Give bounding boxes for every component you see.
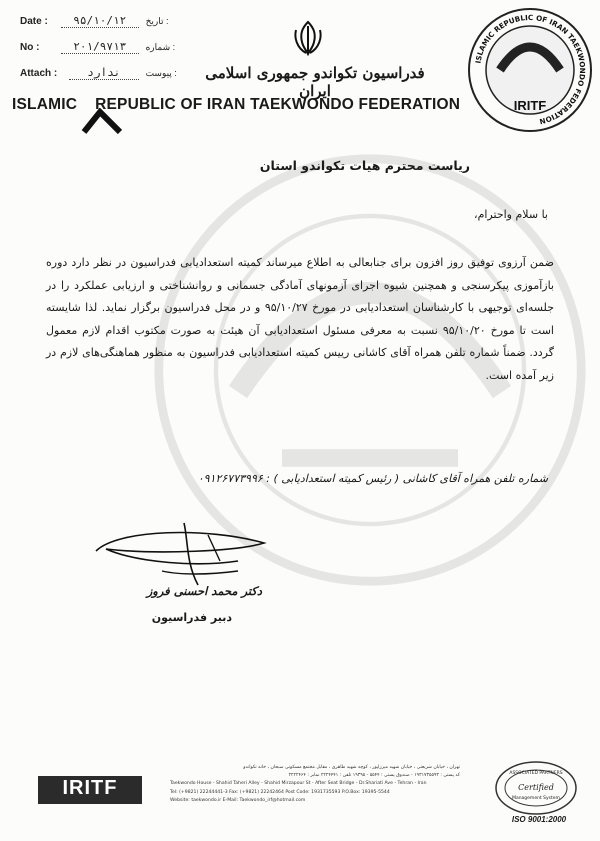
number-label: No : [20, 42, 40, 53]
cert-line2: Certified [518, 783, 554, 792]
date-label: Date : [20, 16, 48, 27]
date-row [20, 14, 168, 28]
cert-line1: ASSOCIATED PARTNERS [509, 771, 563, 776]
signatory-name: دکتر محمد احسنی فروز [146, 584, 262, 598]
footer-logo [38, 770, 142, 810]
signatory-title: دبیر فدراسیون [151, 611, 232, 624]
federation-name-en-part1: ISLAMIC [12, 96, 78, 113]
logo-abbr: IRITF [513, 98, 547, 113]
phone-line: شماره تلفن همراه آقای کاشانی ( رئیس کمیته استعدادیابی ) : ۰۹۱۲۶۷۷۳۹۹۶ [197, 472, 548, 485]
federation-name-en-part2: REPUBLIC OF IRAN TAEKWONDO FEDERATION [95, 96, 461, 113]
addressee: ریاست محترم هیات تکواندو استان [259, 158, 470, 173]
number-value: ۲۰۱/۹۷۱۳ [61, 40, 139, 54]
iso-label: ISO 9001:2000 [511, 815, 567, 824]
number-label-fa: : شماره [145, 42, 176, 52]
footer-postal-fa: کد پستی : ۱۹۳۱۷۳۵۵۹۳ - صندوق پستی : ۵۵۴۴ - ۱۹۳۹۵ تلفن : ۲۲۲۴۴۴۱ نمابر : ۲۲۲۲۴۶۴ [288, 773, 460, 779]
footer-logo-text: IRITF [62, 777, 118, 799]
cert-line3: Management System [512, 796, 560, 801]
date-label-fa: : تاریخ [145, 16, 169, 26]
federation-logo-icon [466, 6, 594, 134]
attach-label-fa: : پیوست [145, 68, 177, 78]
footer-address [170, 764, 460, 805]
number-row [20, 40, 175, 54]
greeting: با سلام واحترام، [474, 208, 548, 221]
letter-body: ضمن آرزوی توفیق روز افزون برای جنابعالی به اطلاع میرساند کمیته استعدادیابی فدراسیون در نظر دارد دوره بازآموزی پیکرسنجی و همچنین شیوه اجرای آزمونهای آمادگی جسمانی و روانشناختی و ارزیابی عملکرد را در جلسه‌ای توجیهی با کارشناسان استعدادیابی در مورخ ۹۵/۱۰/۲۷ و در محل فدراسیون برگزار نماید. لذا شایسته است تا مورخ ۹۵/۱۰/۲۰ نسبت به معرفی مسئول استعدادیابی آن هیئت به صورت مکتوب اقدام لازم معمول گردد. ضمناً شماره تلفن همراه آقای کاشانی رییس کمیته استعدادیابی فدراسیون به منظور هماهنگی‌های لازم در زیر آمده است. [46, 256, 554, 382]
checkmark-icon [80, 108, 124, 136]
certification-badge-icon [494, 760, 578, 816]
attach-label: Attach : [20, 68, 58, 79]
attach-value: ندارد [69, 66, 139, 80]
attach-row [20, 66, 177, 80]
footer-web-en: Website: taekwondo.ir E-Mail: Taekwondo_irf@hotmail.com [170, 797, 306, 803]
date-value: ۹۵/۱۰/۱۲ [61, 14, 139, 28]
footer-phones-en: Tel: (+9821) 22244441-3 Fax: (+9821) 22242464 Post Code: 1931735593 P.O.Box: 19395-5544 [170, 789, 390, 795]
iran-emblem-icon [292, 20, 324, 56]
signature-scribble [88, 515, 278, 595]
footer-address-fa: تهران ، خیابان شریعتی ، خیابان شهید میرزاپور ، کوچه شهید طاهری ، مقابل مجتمع مسکونی سبحان ، خانه تکواندو [243, 765, 460, 770]
federation-name-fa: فدراسیون تکواندو جمهوری اسلامی ایران [205, 64, 425, 100]
logo-ring-text: ISLAMIC REPUBLIC OF IRAN TAEKWONDO FEDERATION [473, 12, 588, 127]
footer-address-en: Taekwondo House - Shahid Taheri Alley - Shahid Mirzapour St - After Seat Bridge - Dr.Shariati Ave - Tehran - Iran [170, 781, 427, 787]
